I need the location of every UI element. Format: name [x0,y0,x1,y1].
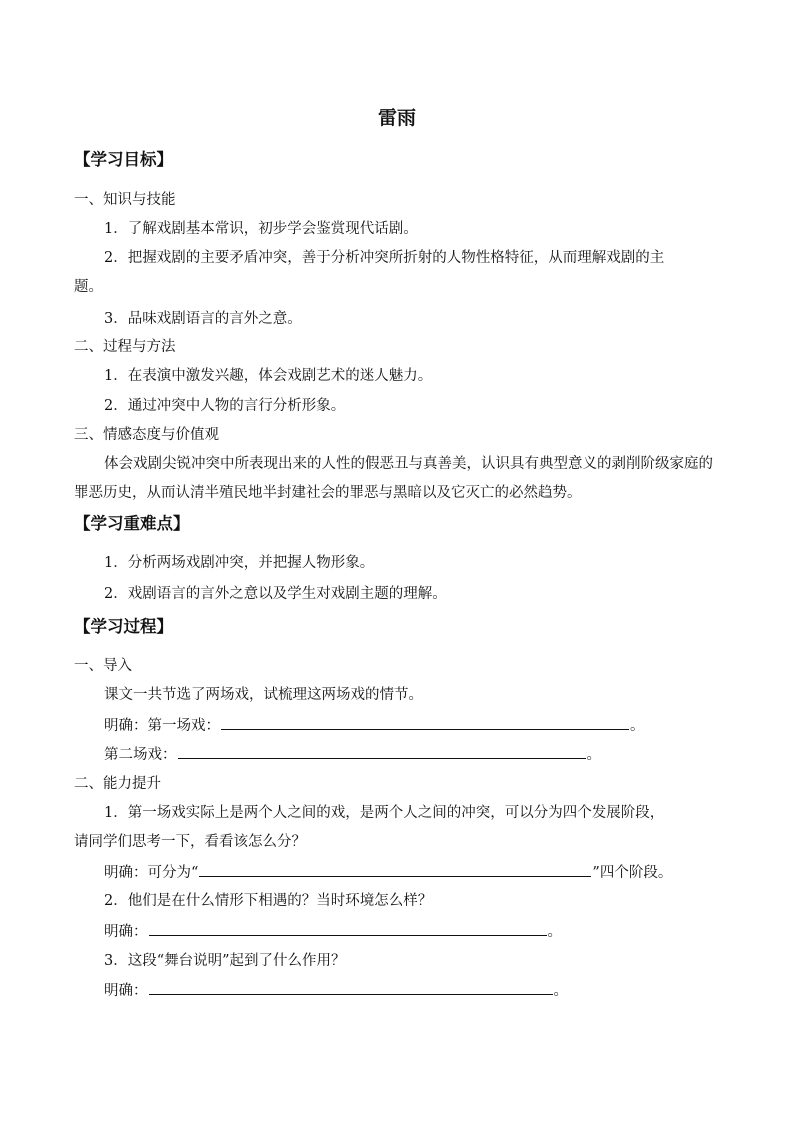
answer-line-scene-1: 明确：第一场戏： 。 [104,715,645,736]
question-1-line-1: 1．第一场戏实际上是两个人之间的戏，是两个人之间的冲突，可以分为四个发展阶段， [104,805,665,821]
heading-ability: 二、能力提升 [74,776,161,792]
heading-emotion-values: 三、情感态度与价值观 [74,427,219,443]
emotion-values-paragraph: 体会戏剧尖锐冲突中所表现出来的人性的假恶丑与真善美，认识具有典型意义的剥削阶级家庭的罪恶历史，从而认清半殖民地半封建社会的罪恶与黑暗以及它灭亡的必然趋势。 [74,456,713,501]
objective-item-1: 1．了解戏剧基本常识，初步学会鉴赏现代话剧。 [104,221,418,237]
answer-line-scene-2: 第二场戏： 。 [104,744,601,765]
page-title: 雷雨 [377,107,416,129]
answer-line-q2: 明确： 。 [104,921,562,942]
key-point-item-2: 2．戏剧语言的言外之意以及学生对戏剧主题的理解。 [104,586,447,602]
objective-item-2: 2．把握戏剧的主要矛盾冲突，善于分析冲突所折射的人物性格特征，从而理解戏剧的主 [104,250,665,266]
answer-line-q3: 明确： 。 [104,980,568,1001]
heading-knowledge-skills: 一、知识与技能 [74,192,176,208]
objective-item-2-continued: 题。 [74,279,103,295]
section-header-objectives: 【学习目标】 [74,150,173,169]
heading-introduction: 一、导入 [74,658,132,674]
fill-blank-q3[interactable] [149,980,553,995]
intro-text: 课文一共节选了两场戏，试梳理这两场戏的情节。 [104,687,423,703]
section-header-process: 【学习过程】 [74,617,173,636]
question-1-line-2: 请同学们思考一下，看看该怎么分？ [74,834,306,850]
fill-blank-q1[interactable] [199,862,591,877]
process-item-1: 1．在表演中激发兴趣，体会戏剧艺术的迷人魅力。 [104,368,433,384]
section-header-key-points: 【学习重难点】 [74,514,190,533]
fill-blank-scene-2[interactable] [178,744,586,759]
key-point-item-1: 1．分析两场戏剧冲突，并把握人物形象。 [104,555,375,571]
objective-item-3: 3．品味戏剧语言的言外之意。 [104,311,302,327]
fill-blank-scene-1[interactable] [221,715,629,730]
fill-blank-q2[interactable] [149,921,547,936]
answer-line-q1: 明确：可分为“ ”四个阶段。 [104,862,672,883]
process-item-2: 2．通过冲突中人物的言行分析形象。 [104,398,346,414]
question-3: 3．这段“舞台说明”起到了什么作用？ [104,953,346,969]
question-2: 2．他们是在什么情形下相遇的？当时环境怎么样？ [104,893,433,909]
heading-process-method: 二、过程与方法 [74,339,176,355]
